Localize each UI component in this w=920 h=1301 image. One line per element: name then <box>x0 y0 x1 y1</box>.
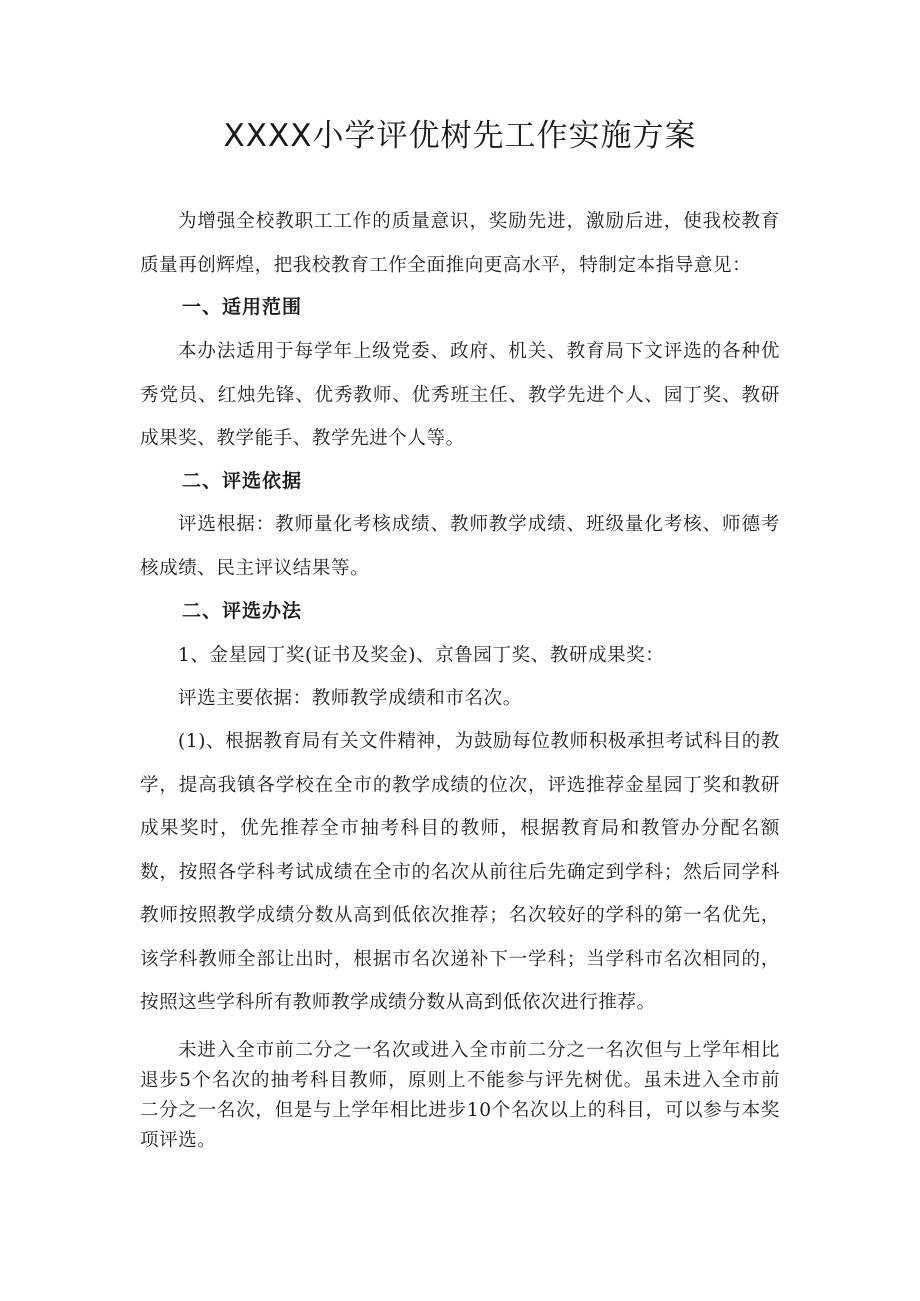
award-basis: 评选主要依据：教师教学成绩和市名次。 <box>178 688 522 709</box>
clause-1-paragraph: (1)、根据教育局有关文件精神，为鼓励每位教师积极承担考试科目的教学，提高我镇各学校在全市的教学成绩的位次，评选推荐金星园丁奖和教研成果奖时，优先推荐全市抽考科目的教师，根据教育局和教管办分配名额数，按照各学科考试成绩在全市的名次从前往后先确定到学科；然后同学科教师按照教学成绩分数从高到低依次推荐；名次较好的学科的第一名优先，该学科教师全部让出时，根据市名次递补下一学科；当学科市名次相同的，按照这些学科所有教师教学成绩分数从高到低依次进行推荐。 <box>140 731 780 1013</box>
intro-paragraph: 为增强全校教职工工作的质量意识，奖励先进，激励后进，使我校教育质量再创辉煌，把我校教育工作全面推向更高水平，特制定本指导意见： <box>140 211 780 276</box>
clause-2-paragraph: 未进入全市前二分之一名次或进入全市前二分之一名次但与上学年相比退步5个名次的抽考科目教师，原则上不能参与评先树优。虽未进入全市前二分之一名次，但是与上学年相比进步10个名次以上的科目，可以参与本奖项评选。 <box>140 1040 780 1151</box>
section-heading-method: 二、评选办法 <box>182 600 303 622</box>
document-title: XXXX小学评优树先工作实施方案 <box>223 118 697 154</box>
scope-paragraph: 本办法适用于每学年上级党委、政府、机关、教育局下文评选的各种优秀党员、红烛先锋、优秀教师、优秀班主任、教学先进个人、园丁奖、教研成果奖、教学能手、教学先进个人等。 <box>140 341 780 449</box>
section-heading-basis: 二、评选依据 <box>182 470 303 492</box>
section-heading-scope: 一、适用范围 <box>182 296 303 318</box>
award-item-1: 1、金星园丁奖(证书及奖金)、京鲁园丁奖、教研成果奖： <box>178 645 665 666</box>
basis-paragraph: 评选根据：教师量化考核成绩、教师教学成绩、班级量化考核、师德考核成绩、民主评议结果等。 <box>140 514 780 579</box>
